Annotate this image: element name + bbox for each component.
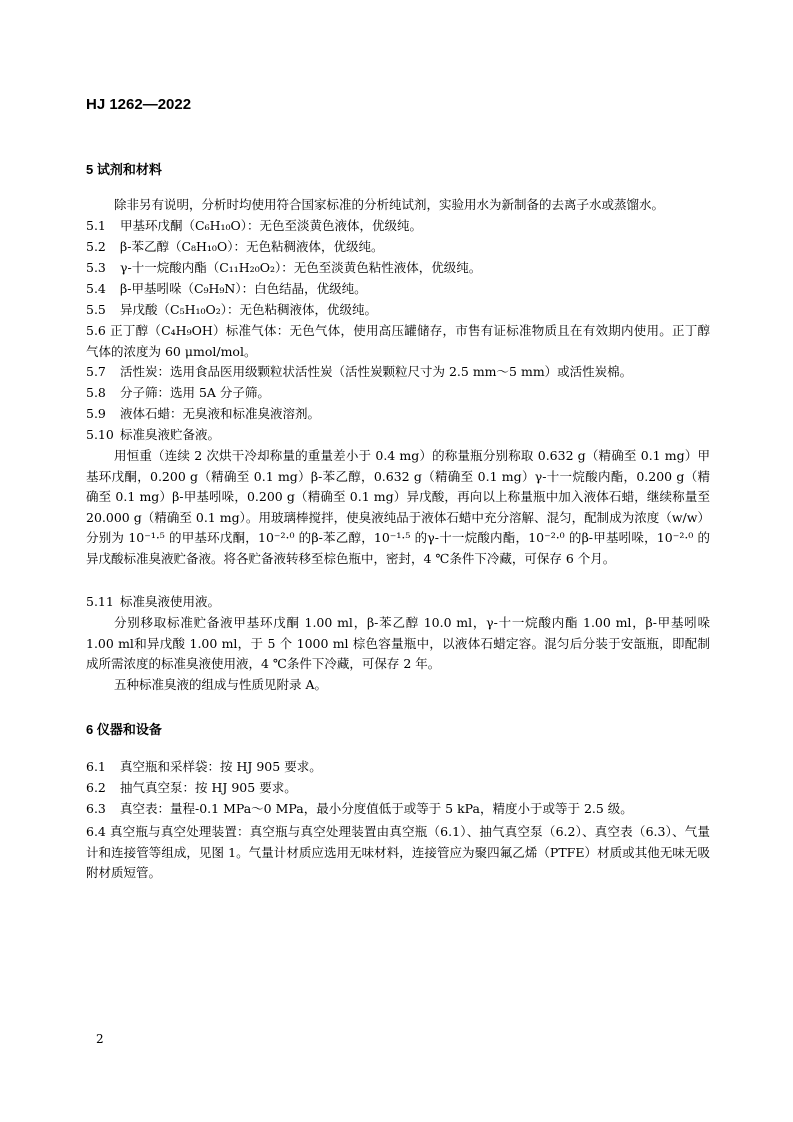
item-number: 5.4 bbox=[86, 281, 106, 296]
section-6-title: 6 仪器和设备 bbox=[86, 722, 162, 737]
item-text: γ-十一烷酸内酯（C₁₁H₂₀O₂）：无色至淡黄色粘性液体，优级纯。 bbox=[120, 260, 482, 275]
item-text: 活性炭：选用食品医用级颗粒状活性炭（活性炭颗粒尺寸为 2.5 mm～5 mm）或活性炭棉。 bbox=[120, 364, 633, 379]
reagent-item bbox=[86, 592, 220, 611]
item-text: 标准臭液使用液。 bbox=[120, 594, 221, 609]
reagent-item bbox=[86, 279, 367, 298]
item-number: 5.5 bbox=[86, 302, 106, 317]
working-solution-paragraph: 分别移取标准贮备液甲基环戊酮 1.00 ml，β-苯乙醇 10.0 ml，γ-十一烷酸内酯 1.00 ml，β-甲基吲哚 1.00 ml和异戊酸 1.00 ml，于 5 个 1000 ml 棕色容量瓶中，以液体石蜡定容。混匀后分装于安瓿瓶，即配制成所需浓度的标准臭液使用液，4 ℃条件下冷藏，可保存 2 年。 bbox=[86, 615, 710, 671]
reagent-item bbox=[86, 300, 377, 319]
item-text: 标准臭液贮备液。 bbox=[120, 427, 221, 442]
reagent-item bbox=[86, 425, 220, 444]
item-number: 6.2 bbox=[86, 780, 106, 795]
item-text: 抽气真空泵：按 HJ 905 要求。 bbox=[120, 780, 297, 795]
reagent-item bbox=[86, 362, 632, 381]
equipment-item bbox=[86, 757, 322, 776]
reagent-item bbox=[86, 237, 383, 256]
appendix-reference: 五种标准臭液的组成与性质见附录 A。 bbox=[114, 677, 328, 692]
item-text: 真空瓶和采样袋：按 HJ 905 要求。 bbox=[120, 759, 322, 774]
item-text: β-甲基吲哚（C₉H₉N）：白色结晶，优级纯。 bbox=[120, 281, 367, 296]
item-text: 真空表：量程-0.1 MPa～0 MPa，最小分度值低于或等于 5 kPa，精度小于或等于 2.5 级。 bbox=[120, 801, 633, 816]
equipment-item bbox=[86, 778, 297, 797]
item-text: 分子筛：选用 5A 分子筛。 bbox=[120, 385, 270, 400]
item-text: 异戊酸（C₅H₁₀O₂）：无色粘稠液体，优级纯。 bbox=[120, 302, 378, 317]
equipment-item-6-4: 6.4 真空瓶与真空处理装置：真空瓶与真空处理装置由真空瓶（6.1）、抽气真空泵（6.2）、真空表（6.3）、气量计和连接管等组成，见图 1。气量计材质应选用无味材料，连接管应为聚四氟乙烯（PTFE）材质或其他无味无吸附材质短管。 bbox=[86, 824, 710, 880]
item-text: β-苯乙醇（C₈H₁₀O）：无色粘稠液体，优级纯。 bbox=[120, 239, 384, 254]
reagent-item bbox=[86, 383, 270, 402]
section-5-intro: 除非另有说明，分析时均使用符合国家标准的分析纯试剂，实验用水为新制备的去离子水或蒸馏水。 bbox=[114, 197, 665, 212]
reagent-item bbox=[86, 258, 481, 277]
reagent-item bbox=[86, 404, 320, 423]
reagent-item bbox=[86, 216, 422, 235]
item-number: 5.1 bbox=[86, 218, 106, 233]
item-number: 6.3 bbox=[86, 801, 106, 816]
item-number: 5.10 bbox=[86, 427, 114, 442]
item-number: 5.7 bbox=[86, 364, 106, 379]
standard-code-header: HJ 1262—2022 bbox=[86, 96, 192, 113]
item-number: 5.9 bbox=[86, 406, 106, 421]
equipment-item bbox=[86, 799, 633, 818]
stock-solution-paragraph: 用恒重（连续 2 次烘干冷却称量的重量差小于 0.4 mg）的称量瓶分别称取 0.632 g（精确至 0.1 mg）甲基环戊酮，0.200 g（精确至 0.1 mg）β-苯乙醇，0.632 g（精确至 0.1 mg）γ-十一烷酸内酯，0.200 g（精确至 0.1 mg）β-甲基吲哚，0.200 g（精确至 0.1 mg）异戊酸，再向以上称量瓶中加入液体石蜡，继续称量至 20.000 g（精确至 0.1 mg）。用玻璃棒搅拌，使臭液纯品于液体石蜡中充分溶解、混匀，配制成为浓度（w/w）分别为 10⁻¹·⁵ 的甲基环戊酮，10⁻²·⁰ 的β-苯乙醇，10⁻¹·⁵ 的γ-十一烷酸内酯，10⁻²·⁰ 的β-甲基吲哚，10⁻²·⁰ 的异戊酸标准臭液贮备液。将各贮备液转移至棕色瓶中，密封，4 ℃条件下冷藏，可保存 6 个月。 bbox=[86, 448, 710, 566]
item-number: 5.11 bbox=[86, 594, 114, 609]
item-text: 甲基环戊酮（C₆H₁₀O）：无色至淡黄色液体，优级纯。 bbox=[120, 218, 422, 233]
item-text: 液体石蜡：无臭液和标准臭液溶剂。 bbox=[120, 406, 321, 421]
section-5-title: 5 试剂和材料 bbox=[86, 162, 162, 177]
item-number: 5.8 bbox=[86, 385, 106, 400]
reagent-item-5-6: 5.6 正丁醇（C₄H₉OH）标准气体：无色气体，使用高压罐储存，市售有证标准物质且在有效期内使用。正丁醇气体的浓度为 60 μmol/mol。 bbox=[86, 323, 710, 359]
item-number: 5.2 bbox=[86, 239, 106, 254]
item-number: 6.1 bbox=[86, 759, 106, 774]
page-number: 2 bbox=[96, 1032, 104, 1046]
item-number: 5.3 bbox=[86, 260, 106, 275]
